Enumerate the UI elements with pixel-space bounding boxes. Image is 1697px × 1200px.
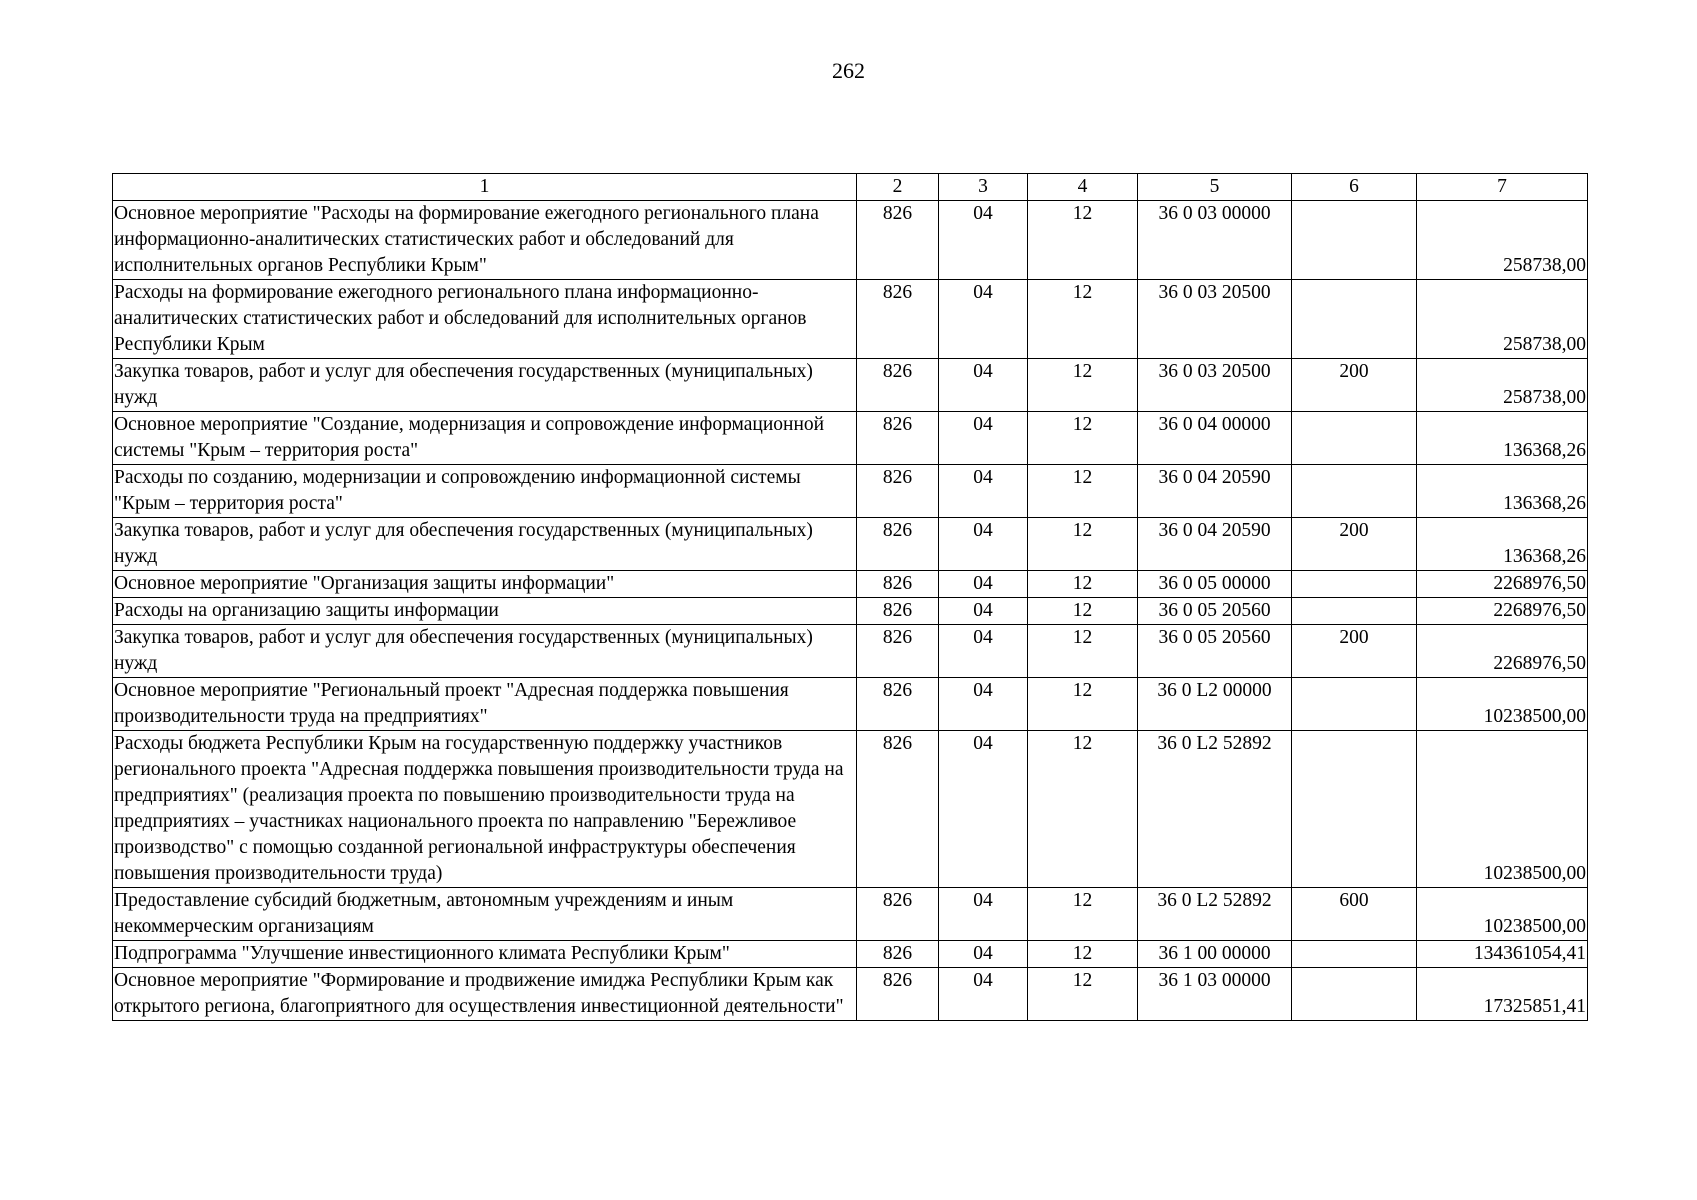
expense-type-code-cell — [1292, 968, 1417, 1021]
expense-type-code-cell — [1292, 465, 1417, 518]
table-row — [113, 941, 1588, 968]
amount-cell: 2268976,50 — [1417, 571, 1588, 598]
target-article-code-cell: 36 0 04 20590 — [1138, 518, 1292, 571]
header-col-3: 3 — [939, 174, 1028, 201]
amount-cell: 10238500,00 — [1417, 678, 1588, 731]
amount-cell: 2268976,50 — [1417, 625, 1588, 678]
subsection-code-cell: 12 — [1028, 201, 1138, 280]
subsection-code-cell: 12 — [1028, 941, 1138, 968]
expense-type-code-cell — [1292, 280, 1417, 359]
section-code-cell: 04 — [939, 412, 1028, 465]
table-row — [113, 465, 1588, 518]
table-row — [113, 280, 1588, 359]
expense-name-cell: Закупка товаров, работ и услуг для обеспечения государственных (муниципальных) нужд — [113, 518, 857, 571]
expense-name-cell: Закупка товаров, работ и услуг для обеспечения государственных (муниципальных) нужд — [113, 359, 857, 412]
expense-name-cell: Расходы по созданию, модернизации и сопровождению информационной системы "Крым – территория роста" — [113, 465, 857, 518]
subsection-code-cell: 12 — [1028, 465, 1138, 518]
ministry-code-cell: 826 — [857, 968, 939, 1021]
table-row — [113, 968, 1588, 1021]
subsection-code-cell: 12 — [1028, 888, 1138, 941]
subsection-code-cell: 12 — [1028, 359, 1138, 412]
header-col-7: 7 — [1417, 174, 1588, 201]
target-article-code-cell: 36 0 03 00000 — [1138, 201, 1292, 280]
page-number: 262 — [832, 58, 865, 83]
ministry-code-cell: 826 — [857, 280, 939, 359]
table-body — [113, 201, 1588, 1021]
table-row — [113, 598, 1588, 625]
section-code-cell: 04 — [939, 280, 1028, 359]
target-article-code-cell: 36 0 05 20560 — [1138, 625, 1292, 678]
ministry-code-cell: 826 — [857, 465, 939, 518]
ministry-code-cell: 826 — [857, 625, 939, 678]
expense-type-code-cell — [1292, 598, 1417, 625]
section-code-cell: 04 — [939, 625, 1028, 678]
expense-type-code-cell — [1292, 678, 1417, 731]
header-col-6: 6 — [1292, 174, 1417, 201]
subsection-code-cell: 12 — [1028, 280, 1138, 359]
table-row — [113, 201, 1588, 280]
expense-name-cell: Основное мероприятие "Формирование и продвижение имиджа Республики Крым как открытого региона, благоприятного для осуществления инвестиционной деятельности" — [113, 968, 857, 1021]
amount-cell: 258738,00 — [1417, 359, 1588, 412]
expense-name-cell: Расходы бюджета Республики Крым на государственную поддержку участников регионального проекта "Адресная поддержка повышения производительности труда на предприятиях" (реализация проекта по повышению производительности труда на предприятиях – участниках национального проекта по направлению "Бережливое производство" с помощью созданной региональной инфраструктуры обеспечения повышения производительности труда) — [113, 731, 857, 888]
subsection-code-cell: 12 — [1028, 731, 1138, 888]
table-row — [113, 518, 1588, 571]
target-article-code-cell: 36 0 04 00000 — [1138, 412, 1292, 465]
subsection-code-cell: 12 — [1028, 571, 1138, 598]
expense-name-cell: Основное мероприятие "Региональный проект "Адресная поддержка повышения производительности труда на предприятиях" — [113, 678, 857, 731]
section-code-cell: 04 — [939, 678, 1028, 731]
table-row — [113, 571, 1588, 598]
header-col-1: 1 — [113, 174, 857, 201]
section-code-cell: 04 — [939, 359, 1028, 412]
target-article-code-cell: 36 0 L2 52892 — [1138, 888, 1292, 941]
expense-name-cell: Расходы на формирование ежегодного регионального плана информационно-аналитических статистических работ и обследований для исполнительных органов Республики Крым — [113, 280, 857, 359]
amount-cell: 136368,26 — [1417, 518, 1588, 571]
section-code-cell: 04 — [939, 968, 1028, 1021]
amount-cell: 10238500,00 — [1417, 731, 1588, 888]
section-code-cell: 04 — [939, 465, 1028, 518]
table-row — [113, 412, 1588, 465]
amount-cell: 136368,26 — [1417, 412, 1588, 465]
subsection-code-cell: 12 — [1028, 598, 1138, 625]
section-code-cell: 04 — [939, 571, 1028, 598]
target-article-code-cell: 36 0 03 20500 — [1138, 280, 1292, 359]
ministry-code-cell: 826 — [857, 888, 939, 941]
header-col-5: 5 — [1138, 174, 1292, 201]
target-article-code-cell: 36 1 03 00000 — [1138, 968, 1292, 1021]
ministry-code-cell: 826 — [857, 359, 939, 412]
table-row — [113, 625, 1588, 678]
amount-cell: 17325851,41 — [1417, 968, 1588, 1021]
target-article-code-cell: 36 0 03 20500 — [1138, 359, 1292, 412]
expense-type-code-cell: 200 — [1292, 518, 1417, 571]
table-row — [113, 888, 1588, 941]
amount-cell: 2268976,50 — [1417, 598, 1588, 625]
amount-cell: 136368,26 — [1417, 465, 1588, 518]
expense-type-code-cell: 200 — [1292, 625, 1417, 678]
expense-type-code-cell: 200 — [1292, 359, 1417, 412]
subsection-code-cell: 12 — [1028, 518, 1138, 571]
section-code-cell: 04 — [939, 941, 1028, 968]
subsection-code-cell: 12 — [1028, 625, 1138, 678]
section-code-cell: 04 — [939, 598, 1028, 625]
amount-cell: 10238500,00 — [1417, 888, 1588, 941]
section-code-cell: 04 — [939, 731, 1028, 888]
expense-type-code-cell — [1292, 941, 1417, 968]
ministry-code-cell: 826 — [857, 731, 939, 888]
expense-name-cell: Основное мероприятие "Организация защиты информации" — [113, 571, 857, 598]
section-code-cell: 04 — [939, 518, 1028, 571]
expense-type-code-cell — [1292, 731, 1417, 888]
ministry-code-cell: 826 — [857, 518, 939, 571]
table-row — [113, 678, 1588, 731]
subsection-code-cell: 12 — [1028, 968, 1138, 1021]
ministry-code-cell: 826 — [857, 598, 939, 625]
target-article-code-cell: 36 1 00 00000 — [1138, 941, 1292, 968]
ministry-code-cell: 826 — [857, 412, 939, 465]
expense-name-cell: Основное мероприятие "Создание, модернизация и сопровождение информационной системы "Крым – территория роста" — [113, 412, 857, 465]
header-row — [113, 174, 1588, 201]
expense-type-code-cell: 600 — [1292, 888, 1417, 941]
target-article-code-cell: 36 0 05 00000 — [1138, 571, 1292, 598]
ministry-code-cell: 826 — [857, 571, 939, 598]
section-code-cell: 04 — [939, 201, 1028, 280]
subsection-code-cell: 12 — [1028, 412, 1138, 465]
expense-name-cell: Закупка товаров, работ и услуг для обеспечения государственных (муниципальных) нужд — [113, 625, 857, 678]
expense-type-code-cell — [1292, 571, 1417, 598]
target-article-code-cell: 36 0 05 20560 — [1138, 598, 1292, 625]
subsection-code-cell: 12 — [1028, 678, 1138, 731]
amount-cell: 258738,00 — [1417, 280, 1588, 359]
amount-cell: 134361054,41 — [1417, 941, 1588, 968]
target-article-code-cell: 36 0 L2 52892 — [1138, 731, 1292, 888]
budget-table — [112, 173, 1588, 1021]
expense-name-cell: Расходы на организацию защиты информации — [113, 598, 857, 625]
ministry-code-cell: 826 — [857, 201, 939, 280]
section-code-cell: 04 — [939, 888, 1028, 941]
ministry-code-cell: 826 — [857, 678, 939, 731]
target-article-code-cell: 36 0 L2 00000 — [1138, 678, 1292, 731]
table-row — [113, 731, 1588, 888]
header-col-2: 2 — [857, 174, 939, 201]
expense-type-code-cell — [1292, 201, 1417, 280]
amount-cell: 258738,00 — [1417, 201, 1588, 280]
header-col-4: 4 — [1028, 174, 1138, 201]
target-article-code-cell: 36 0 04 20590 — [1138, 465, 1292, 518]
expense-name-cell: Основное мероприятие "Расходы на формирование ежегодного регионального плана информационно-аналитических статистических работ и обследований для исполнительных органов Республики Крым" — [113, 201, 857, 280]
table-row — [113, 359, 1588, 412]
expense-name-cell: Предоставление субсидий бюджетным, автономным учреждениям и иным некоммерческим организациям — [113, 888, 857, 941]
ministry-code-cell: 826 — [857, 941, 939, 968]
expense-name-cell: Подпрограмма "Улучшение инвестиционного климата Республики Крым" — [113, 941, 857, 968]
expense-type-code-cell — [1292, 412, 1417, 465]
